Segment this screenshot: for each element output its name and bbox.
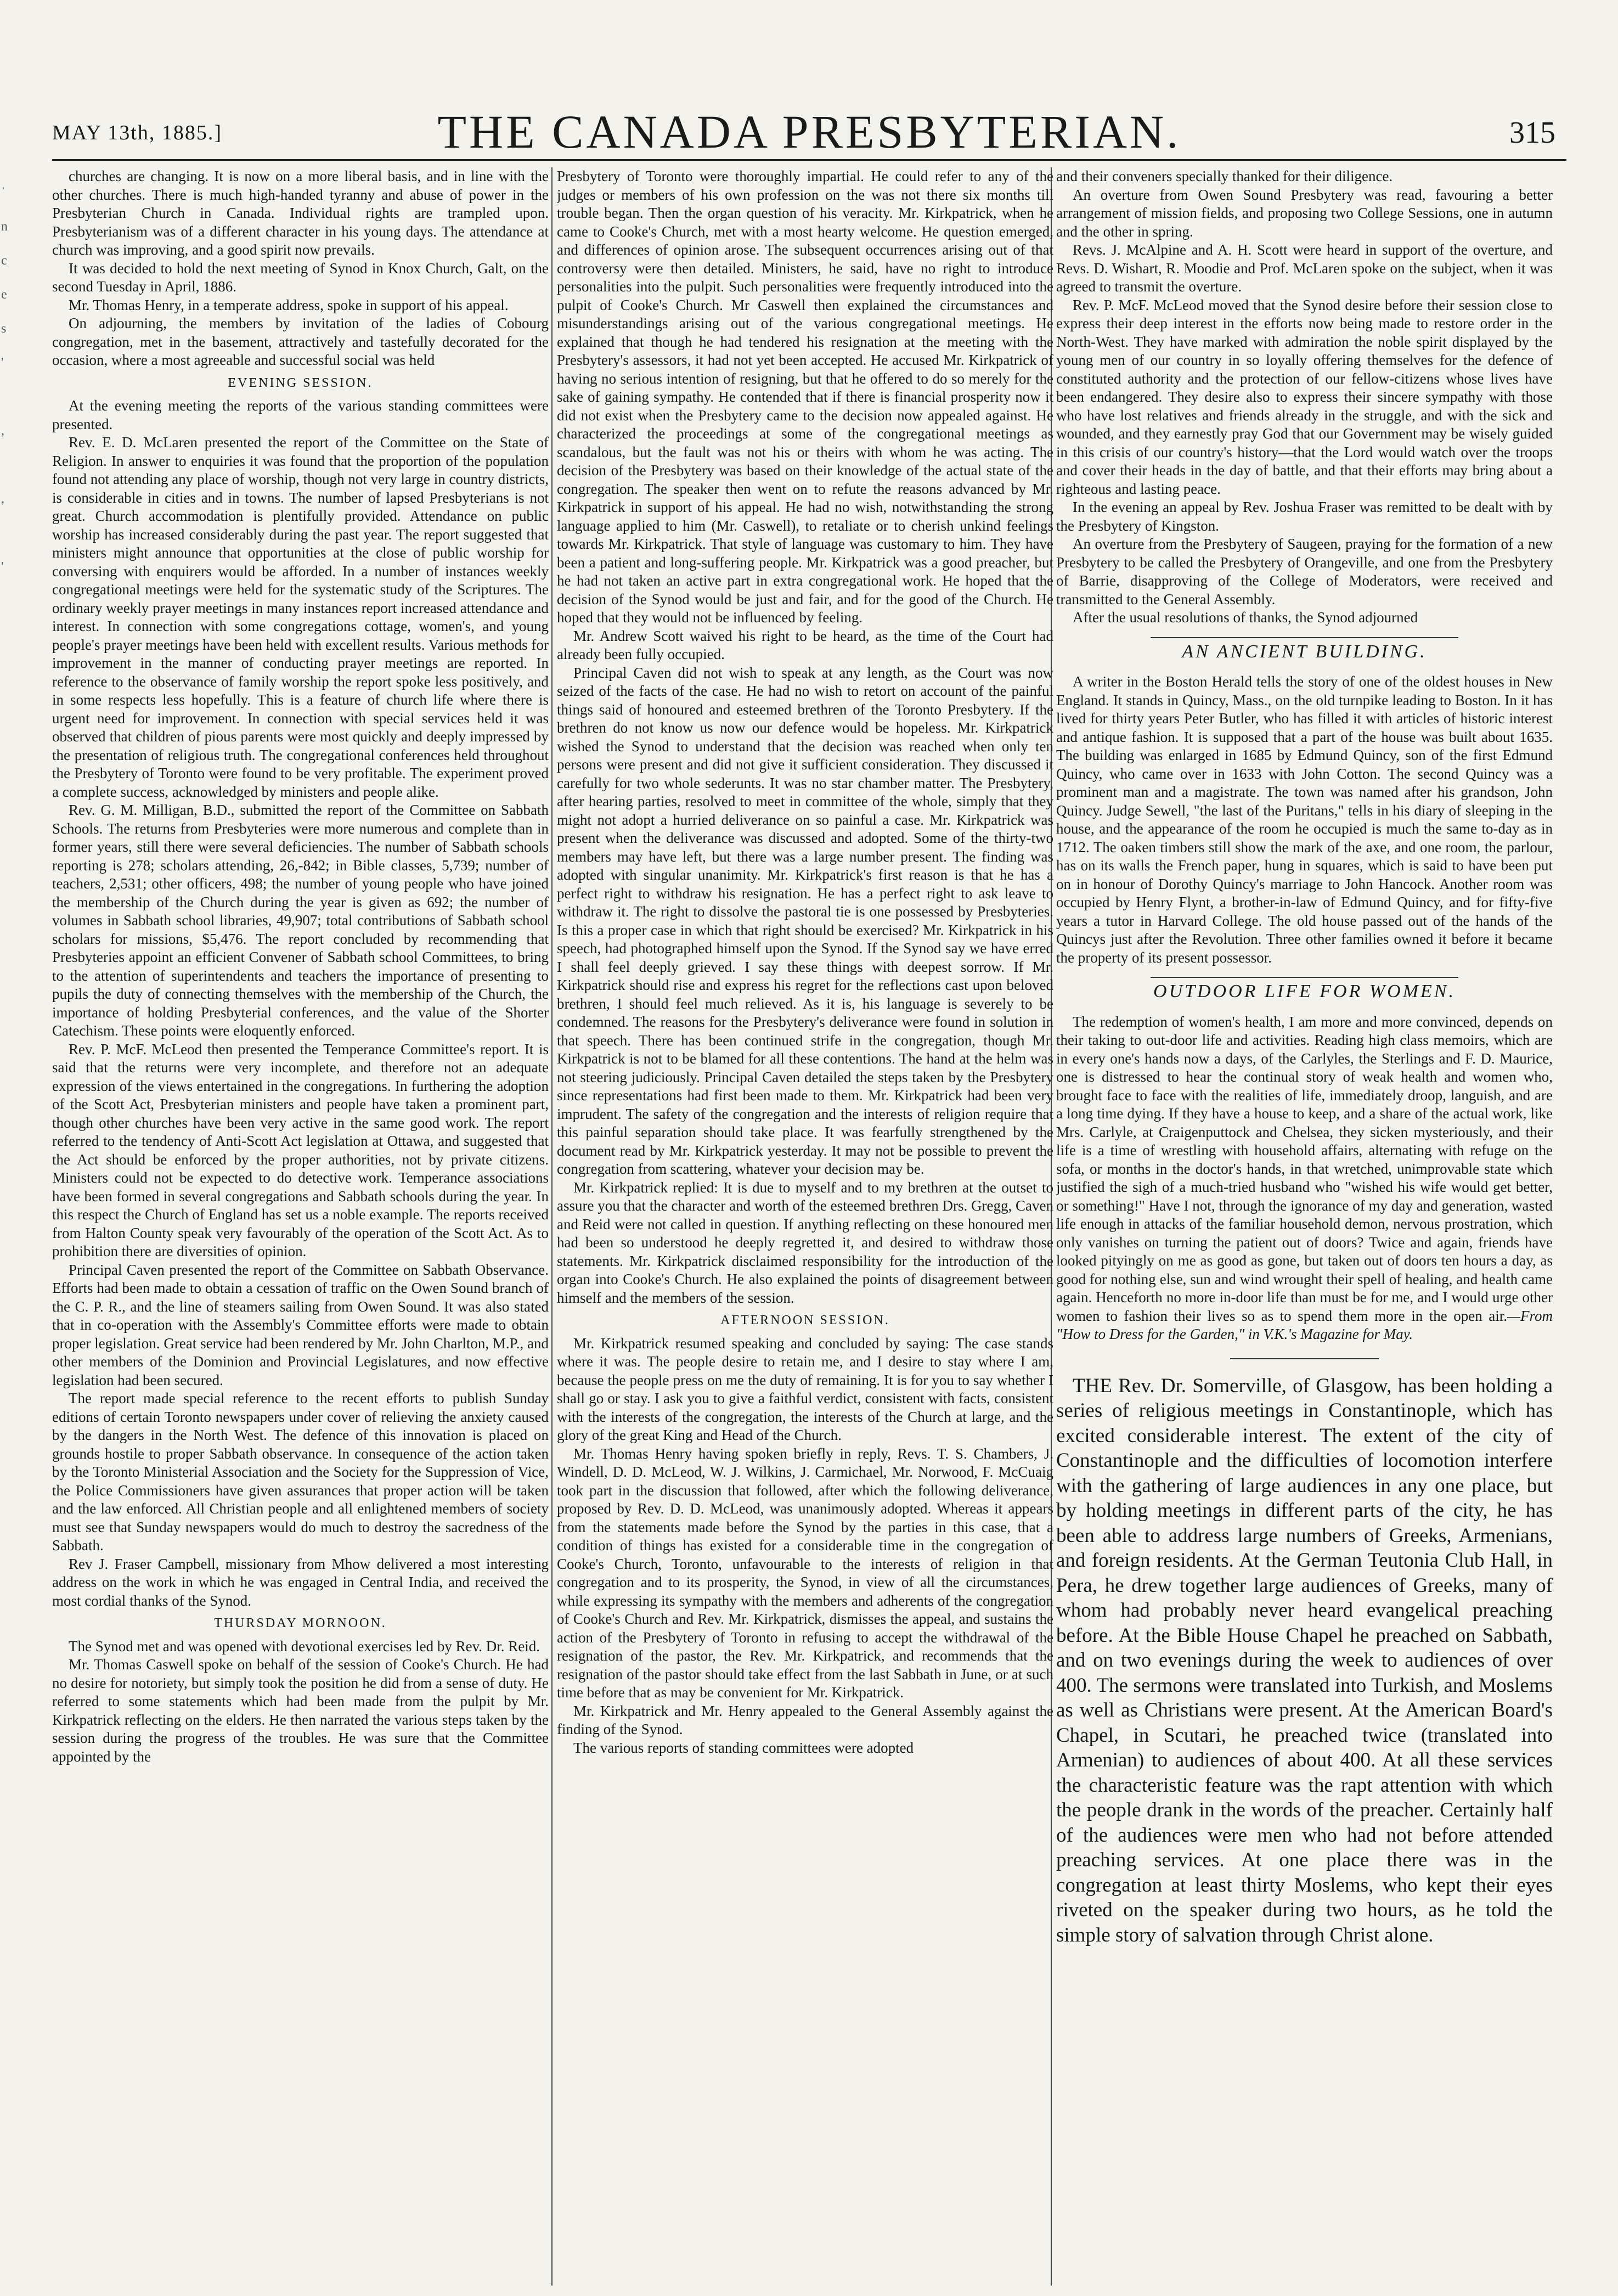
paragraph: Mr. Andrew Scott waived his right to be heard, as the time of the Court had already been fully occupied. <box>557 627 1053 662</box>
section-separator <box>1056 1358 1553 1359</box>
section-rule <box>1151 977 1458 978</box>
heading-ancient-building: AN ANCIENT BUILDING. <box>1182 641 1427 662</box>
section-heading <box>1056 977 1553 1001</box>
paragraph: Rev. P. McF. McLeod moved that the Synod desire before their session close to express their deep interest in the efforts now being made to restore order in the North-West. They have marked with admiration the noble spirit displayed by the young men of our country in so loyally offering themselves for the defence of constituted authority and the protection of our fellow-citizens whose lives have been endangered. They desire also to express their sincere sympathy with those who have lost relatives and friends already in the struggle, and with the sick and wounded, and they earnestly pray God that our Government may be wisely guided in this crisis of our country's history—that the Lord would watch over the troops and cover their heads in the day of battle, and that their efforts may bring about a righteous and lasting peace. <box>1056 296 1553 497</box>
paragraph: It was decided to hold the next meeting of Synod in Knox Church, Galt, on the second Tuesday in April, 1886. <box>52 260 549 295</box>
paragraph: In the evening an appeal by Rev. Joshua Fraser was remitted to be dealt with by the Presbytery of Kingston. <box>1056 499 1553 534</box>
header-rule <box>52 159 1566 161</box>
paragraph <box>1056 1013 1553 1344</box>
paragraph: The Synod met and was opened with devotional exercises led by Rev. Dr. Reid. <box>69 1637 540 1655</box>
paragraph: Mr. Thomas Henry having spoken briefly in reply, Revs. T. S. Chambers, J. Windell, D. D. McLeod, W. J. Wilkins, J. Carmichael, Mr. Norwood, F. McCuaig took part in the discussion that followed, after which the following deliverance, proposed by Rev. D. D. McLeod, was unanimously adopted. Whereas it appears from the statements made before the Synod by the parties in this case, that a condition of things has existed for a considerable time in the congregation of Cooke's Church, Toronto, unfavourable to the interests of religion in that congregation and to its prosperity, the Synod, in view of all the circumstances, while expressing its sympathy with the members and adherents of the congregation of Cooke's Church and Rev. Mr. Kirkpatrick, dismisses the appeal, and sustains the action of the Presbytery of Toronto in refusing to accept the withdrawal of the resignation of the pastor, the Rev. Mr. Kirkpatrick, and recommends that the resignation of the pastor should take effect from the last Sabbath in June, or at such time before that as may be convenient for Mr. Kirkpatrick. <box>557 1445 1053 1701</box>
paragraph: Rev. P. McF. McLeod then presented the Temperance Committee's report. It is said that the returns were very incomplete, and therefore not an adequate expression of the views entertained in the congregations. In furthering the adoption of the Scott Act, Presbyterian ministers and people have taken a prominent part, though other churches have been very active in the same good work. The report referred to the tendency of Anti-Scott Act legislation at Ottawa, and suggested that the Act should be enforced by the proper authorities, not by private citizens. Ministers could not be expected to do detective work. Temperance associations have been formed in several congregations and Sabbath schools during the year. In this respect the Church of England has set us a noble example. The reports received from Halton County speak very favourably of the operation of the Scott Act. As to prohibition there are diversities of opinion. <box>52 1040 549 1259</box>
paragraph: At the evening meeting the reports of the various standing committees were presented. <box>52 397 549 432</box>
paragraph: Mr. Kirkpatrick resumed speaking and concluded by saying: The case stands where it was. The people desire to retain me, and I desire to stay where I am, because the people press on me the duty of remaining. It is for you to say whether I shall go or stay. I ask you to give a faithful verdict, consistent with facts, consistent with the interests of the congregation, the interests of the Church at large, and the glory of the great King and Head of the Church. <box>557 1335 1053 1443</box>
paragraph: THE Rev. Dr. Somerville, of Glasgow, has been holding a series of religious meetings in Constantinople, which has excited considerable interest. The extent of the city of Constantinople and the difficulties of locomotion interfere with the gathering of large audiences in any one place, but by holding meetings in different parts of the city, he has been able to address large numbers of Greeks, Armenians, and foreign residents. At the German Teutonia Club Hall, in Pera, he drew together large audiences of Greeks, many of whom had probably never heard evangelical preaching before. At the Bible House Chapel he preached on Sabbath, and on two evenings during the week to audiences of over 400. The sermons were translated into Turkish, and Moslems as well as Christians were present. At the American Board's Chapel, in Scutari, he preached twice (translated into Armenian) to audiences of about 400. At all these services the characteristic feature was the rapt attention with which the people drank in the words of the preacher. Certainly half of the audiences were men who had not before attended preaching services. At one place there was in the congregation at least thirty Moslems, who kept their eyes riveted on the speaker during two hours, as he told the simple story of salvation through Christ alone. <box>1056 1374 1553 1946</box>
section-rule <box>1151 637 1458 638</box>
subheading-thursday: THURSDAY MORNOON. <box>214 1616 387 1630</box>
subheading-afternoon-session: AFTERNOON SESSION. <box>720 1313 890 1327</box>
paragraph: On adjourning, the members by invitation of the ladies of Cobourg congregation, met in the basement, attractively and tastefully decorated for the occasion, where a most agreeable and successful social was held <box>52 315 549 368</box>
column-3 <box>1056 167 1553 2286</box>
column-1 <box>52 167 549 2286</box>
citation: —From "How to Dress for the Garden," in V.K.'s Magazine for May. <box>1056 1307 1553 1342</box>
paragraph: Principal Caven did not wish to speak at any length, as the Court was now seized of the facts of the case. He had no wish to retort on account of the painful things said of honoured and esteemed brethren of the Toronto Presbytery. If the brethren do not know us now our defence would be hopeless. Mr. Kirkpatrick wished the Synod to understand that the decision was reached when only ten persons were present and did not give it sufficient consideration. They discussed it carefully for two whole sederunts. It was no star chamber matter. The Presbytery, after hearing parties, resolved to meet in committee of the whole, simply that they might not adopt a hurried deliverance on so painful a case. Mr. Kirkpatrick was present when the deliverance was discussed and adopted. Some of the thirty-two members may have left, but there was a large number present. The finding was adopted with singular unanimity. Mr. Kirkpatrick's first reason is that he has a perfect right to withdraw his resignation. He has a perfect right to ask leave to withdraw it. The right to dissolve the pastoral tie is one possessed by Presbyteries. Is this a proper case in which that right should be exercised? Mr. Kirkpatrick in his speech, had photographed himself upon the Synod. If the Synod say we have erred I shall feel deeply grieved. I say these things with deepest sorrow. If Mr. Kirkpatrick should rise and express his regret for the reflections cast upon beloved brethren, I should feel much relieved. As it is, his language is severely to be condemned. The reasons for the Presbytery's deliverance were found in solution in that speech. There has been continued strife in the congregation, though Mr. Kirkpatrick is not to be blamed for all these contentions. The hand at the helm was not steering judiciously. Principal Caven detailed the steps taken by the Presbytery since representations had first been made to them. Mr. Kirkpatrick had been very imprudent. The safety of the congregation and the interests of religion require that this painful separation should take place. It was fearfully strengthened by the document read by Mr. Kirkpatrick yesterday. It may not be possible to prevent the congregation from scattering, whatever your decision may be. <box>557 664 1053 1177</box>
paragraph: Revs. J. McAlpine and A. H. Scott were heard in support of the overture, and Revs. D. Wishart, R. Moodie and Prof. McLaren spoke on the subject, when it was agreed to transmit the overture. <box>1056 241 1553 295</box>
paragraph: An overture from the Presbytery of Saugeen, praying for the formation of a new Presbytery to be called the Presbytery of Orangeville, and one from the Presbytery of Barrie, disapproving of the College of Moderators, were received and transmitted to the General Assembly. <box>1056 536 1553 607</box>
paragraph: A writer in the Boston Herald tells the story of one of the oldest houses in New England. It stands in Quincy, Mass., on the old turnpike leading to Boston. In it has lived for thirty years Peter Butler, who has filled it with articles of historic interest and antique fashion. It is supposed that a part of the house was built about 1635. The building was enlarged in 1685 by Edmund Quincy, son of the first Edmund Quincy, who came over in 1633 with John Cotton. The second Quincy was a prominent man and a magistrate. The town was named after his grandson, John Quincy. Judge Sewell, "the last of the Puritans," tells in his diary of sleeping in the house, and the appearance of the room he occupied is much the same to-day as in 1712. The oaken timbers still show the mark of the axe, and one room, the parlour, has on its walls the French paper, hung in squares, which is said to have been put on in honour of Dorothy Quincy's marriage to John Hancock. Another room was occupied by Henry Flynt, a brother-in-law of Edmund Quincy, and for fifty-five years a tutor in Harvard College. The old house passed out of the hands of the Quincys just after the Revolution. Three other families owned it before it became the property of its present possessor. <box>1056 673 1553 966</box>
paragraph: Mr. Kirkpatrick replied: It is due to myself and to my brethren at the outset to assure you that the character and worth of the esteemed brethren Drs. Gregg, Caven and Reid were not called in question. If anything reflecting on these honoured men had been so understood he deeply regretted it, and desired to withdraw those statements. Mr. Kirkpatrick disclaimed responsibility for the introduction of the organ into Cooke's Church. He also explained the points of disagreement between himself and the members of the session. <box>557 1179 1053 1306</box>
paragraph: Rev. E. D. McLaren presented the report of the Committee on the State of Religion. In answer to enquiries it was found that the proportion of the population found not attending any place of worship, though not very large in country districts, is considerable in cities and in towns. The number of lapsed Presbyterians is not great. Church accommodation is plentifully provided. Attendance on public worship has increased considerably during the past year. The report suggested that ministers might announce that opportunities at the close of public worship for conversing with enquirers would be afforded. In a number of instances weekly congregational meetings were held for the systematic study of the Scriptures. The ordinary weekly prayer meetings in many instances report increased attendance and interest. In connection with some congregations cottage, women's, and young people's prayer meetings have been held with excellent results. Various methods for improvement in the manner of conducting prayer meetings are reported. In reference to the observance of family worship the report spoke less positively, and in some respects less hopefully. This is a feature of church life where there is urgent need for improvement. In connection with special services held it was observed that children of pious parents were most quickly and deeply impressed by the presentation of religious truth. The congregational conferences held throughout the Presbytery of Toronto were found to be very profitable. The experiment proved a complete success, acknowledged by ministers and people alike. <box>52 434 549 800</box>
subheading-evening-session: EVENING SESSION. <box>228 375 373 390</box>
paragraph: The various reports of standing committees were adopted <box>573 1739 914 1756</box>
column-divider <box>551 167 553 2286</box>
paragraph: Mr. Thomas Caswell spoke on behalf of the session of Cooke's Church. He had no desire for notoriety, but simply took the position he did from a sense of duty. He referred to some statements which had been made from the pulpit by Mr. Kirkpatrick reflecting on the elders. He then narrated the various steps taken by the session during the progress of the troubles. He was sure that the Committee appointed by the <box>52 1656 549 1765</box>
paragraph: After the usual resolutions of thanks, the Synod adjourned <box>1073 609 1418 626</box>
paragraph-text: The redemption of women's health, I am more and more convinced, depends on their taking to out-door life and activities. Reading high class memoirs, which are in every one's hands now a days, of the Carlyles, the Sterlings and F. D. Maurice, one is distressed to hear the continual story of weak health and women who, brought face to face with the realities of life, immediately droop, languish, and are a long time dying. If they have a house to keep, and a share of the actual work, like Mrs. Carlyle, at Craigenputtock and Chelsea, they sicken mysteriously, and their life is a time of wrestling with household affairs, alternating with refuge on the sofa, or months in the doctor's hands, in that wretched, unimprovable state which justified the sigh of a much-tried husband who "wished his wife would get better, or something!" Have I not, through the ignorance of my day and generation, wasted life enough in attacks of the familiar household demon, nervous prostration, which only vanishes on turning the patient out of doors? Twice and again, friends have looked pityingly on me as good as gone, but taken out of doors ten hours a day, as good for nothing else, sun and wind wrought their spell of healing, and health came again. Henceforth no more in-door life than must be for me, and I would urge other women to fashion their lives so as to spend them more in the open air. <box>1056 1013 1553 1324</box>
paragraph: Rev. G. M. Milligan, B.D., submitted the report of the Committee on Sabbath Schools. The returns from Presbyteries were more numerous and complete than in former years, still there were several deficiencies. The number of Sabbath schools reporting is 278; scholars attending, 26,-842; in Bible classes, 5,739; number of teachers, 2,531; other officers, 498; the number of young people who have joined the membership of the Church during the year is given as 692; the number of volumes in Sabbath school libraries, 49,907; total contributions of Sabbath school scholars for missions, $5,476. The report concluded by recommending that Presbyteries appoint an efficient Convener of Sabbath school Committees, to bring to the attention of superintendents and teachers the importance of presenting to pupils the duty of connecting themselves with the membership of the Church, the importance of holding Presbyterial conferences, and the value of the Shorter Catechism. These points were eloquently enforced. <box>52 802 549 1039</box>
paragraph: Principal Caven presented the report of the Committee on Sabbath Observance. Efforts had been made to obtain a cessation of traffic on the Owen Sound branch of the C. P. R., and the line of steamers sailing from Owen Sound. It was also stated that in co-operation with the Assembly's Committee efforts were made to obtain proper legislation. Great service had been rendered by Mr. John Charlton, M.P., and other members of the Dominion and Provincial Legislatures, and now effective legislation had been secured. <box>52 1261 549 1388</box>
paragraph: Rev J. Fraser Campbell, missionary from Mhow delivered a most interesting address on the work in which he was engaged in Central India, and received the most cordial thanks of the Synod. <box>52 1555 549 1609</box>
paragraph: Presbytery of Toronto were thoroughly impartial. He could refer to any of the judges or members of his own profession on the was not there six months till trouble began. Then the organ question of his veracity. Mr. Kirkpatrick, when he came to Cooke's Church, met with a most hearty welcome. He question emerged, and differences of opinion arose. The subsequent occurrences arising out of that controversy were then detailed. Ministers, he said, have no right to introduce personalities into the pulpit. Such personalities were frequently introduced into the pulpit of Cooke's Church. Mr Caswell then explained the circumstances and misunderstandings arising out of the various congregational meetings. He explained that though he had tendered his resignation at the meeting with the Presbytery's assessors, it had not yet been accepted. He accused Mr. Kirkpatrick of having no serious intention of resigning, but that he offered to do so merely for the sake of gaining sympathy. He contended that if there is financial prosperity now it did not exist when the Presbytery came to the decision now appealed against. He characterized the proceedings at some of the congregational meetings as scandalous, but the fault was not his or theirs with whom he was acting. The decision of the Presbytery was based on their knowledge of the actual state of the congregation. The speaker then went on to refute the reasons advanced by Mr. Kirkpatrick in support of his appeal. He had no wish, notwithstanding the strong language applied to him (Mr. Caswell), to retaliate or to cherish unkind feelings towards Mr. Kirkpatrick. That style of language was customary to him. They have been a patient and long-suffering people. Mr. Kirkpatrick was a good preacher, but he had not taken an active part in extra congregational work. He hoped that the decision of the Synod would be just and fair, and for the good of the Church. He hoped that they would not be influenced by feeling. <box>557 168 1053 626</box>
paragraph: churches are changing. It is now on a more liberal basis, and in line with the other churches. There is much high-handed tyranny and abuse of power in the Presbyterian Church in Canada. Individual rights are trampled upon. Presbyterianism was of a different character in his young days. The attendance at church was improving, and a good spirit now prevails. <box>52 168 549 258</box>
margin-marks: ˈ n c e s ' , , ' <box>1 185 8 574</box>
paragraph: Mr. Kirkpatrick and Mr. Henry appealed to the General Assembly against the finding of the Synod. <box>557 1702 1053 1737</box>
section-rule <box>1230 1358 1379 1359</box>
masthead-title: THE CANADA PRESBYTERIAN. <box>437 105 1181 158</box>
issue-date: MAY 13th, 1885.] <box>52 121 222 144</box>
paragraph: Mr. Thomas Henry, in a temperate address, spoke in support of his appeal. <box>69 296 509 313</box>
column-2 <box>557 167 1053 2286</box>
page-header <box>52 104 1566 156</box>
paragraph: The report made special reference to the recent efforts to publish Sunday editions of certain Toronto newspapers under cover of relieving the anxiety caused by the dangers in the North West. The defence of this innovation is placed on grounds hostile to proper Sabbath observance. In consequence of the action taken by the Toronto Ministerial Association and the Society for the Suppression of Vice, the Police Commissioners have given assurances that proper action will be taken and the law enforced. All Christian people and all enlightened members of society must see that Sunday newspapers would do much to destroy the sacredness of the Sabbath. <box>52 1390 549 1554</box>
paragraph: An overture from Owen Sound Presbytery was read, favouring a better arrangement of mission fields, and proposing two College Sessions, one in autumn and the other in spring. <box>1056 186 1553 240</box>
heading-outdoor-life: OUTDOOR LIFE FOR WOMEN. <box>1153 981 1456 1001</box>
page-number: 315 <box>1509 116 1555 150</box>
paragraph: and their conveners specially thanked for their diligence. <box>1056 168 1393 184</box>
section-heading <box>1056 637 1553 661</box>
